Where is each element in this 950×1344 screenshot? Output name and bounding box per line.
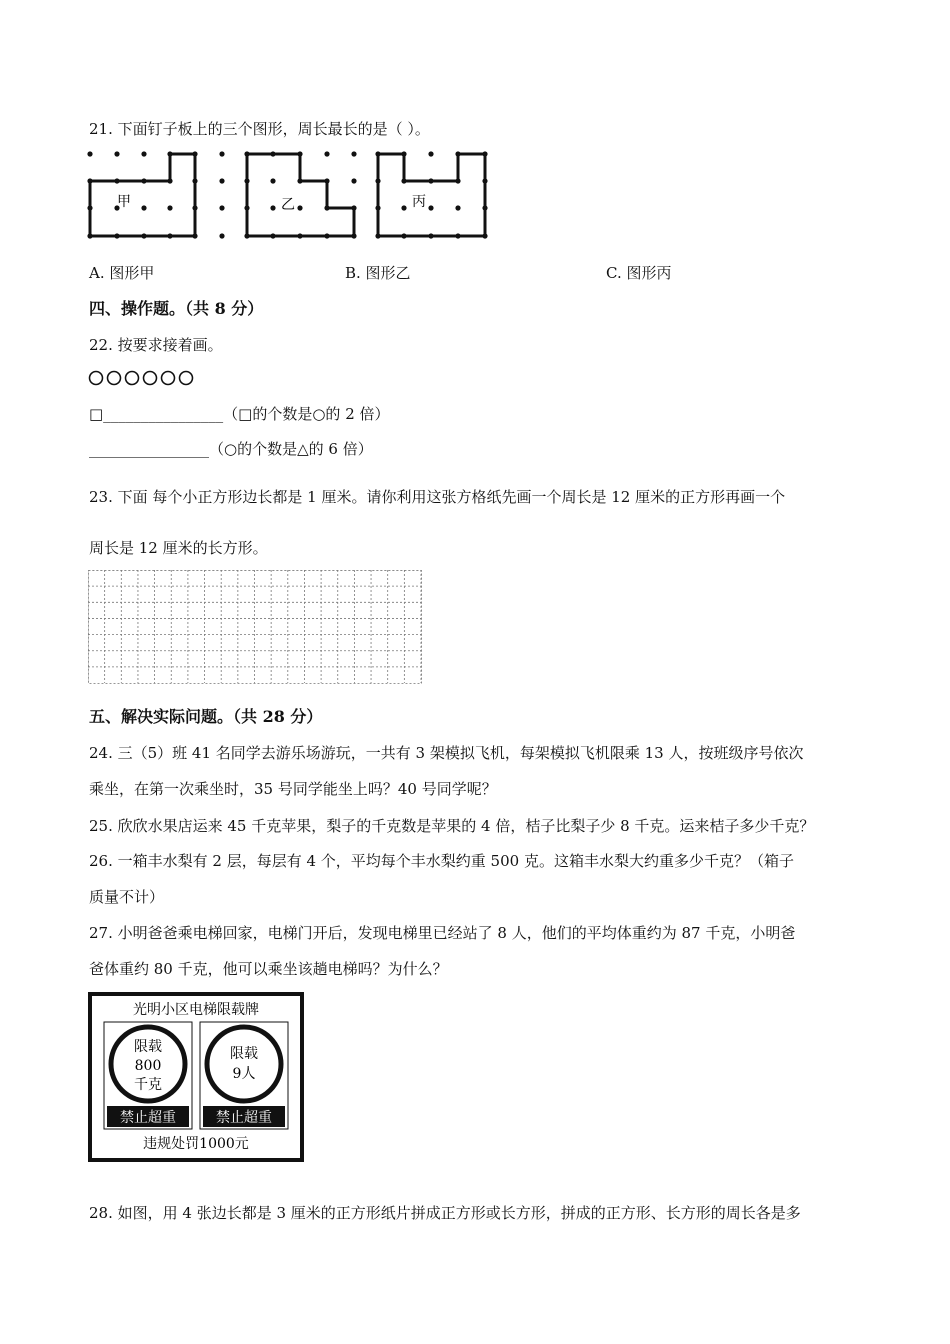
figure-jia-label: 甲: [117, 194, 131, 210]
peg-dot: [324, 151, 329, 156]
q22-circles: [88, 368, 208, 388]
sign-left-line3: 千克: [134, 1077, 162, 1093]
figure-yi-label: 乙: [281, 197, 295, 213]
drawn-circle: [126, 372, 139, 385]
peg-dot: [114, 151, 119, 156]
section4-title: 四、操作题。（共 8 分）: [89, 299, 264, 318]
elevator-load-sign: [88, 992, 304, 1162]
figure-bing-label: 丙: [412, 194, 426, 210]
peg-dot: [219, 233, 224, 238]
peg-dot: [141, 205, 146, 210]
peg-dot: [351, 178, 356, 183]
drawn-circle: [144, 372, 157, 385]
sign-title: 光明小区电梯限载牌: [133, 1002, 259, 1018]
q21-text: 21. 下面钉子板上的三个图形，周长最长的是（ ）。: [89, 120, 430, 138]
q27-line1: 27. 小明爸爸乘电梯回家，电梯门开后，发现电梯里已经站了 8 人，他们的平均体重约为 87 千克，小明爸: [89, 924, 796, 942]
peg-dot: [167, 205, 172, 210]
peg-dot: [219, 178, 224, 183]
peg-dot: [455, 205, 460, 210]
q23-text-line2: 周长是 12 厘米的长方形。: [89, 539, 268, 557]
peg-dot: [141, 151, 146, 156]
sign-left-line1: 限载: [134, 1039, 162, 1055]
q26-line2: 质量不计）: [89, 888, 165, 906]
figure-jia-outline: [90, 154, 195, 236]
q25-line1: 25. 欣欣水果店运来 45 千克苹果，梨子的千克数是苹果的 4 倍，桔子比梨子少 8 千克。运来桔子多少千克？: [89, 817, 815, 835]
section5-title: 五、解决实际问题。（共 28 分）: [89, 707, 323, 726]
q22-line2: ________________（○的个数是△的 6 倍）: [89, 440, 373, 458]
figure-yi-outline: [247, 154, 354, 236]
q22-text: 22. 按要求接着画。: [89, 336, 223, 354]
peg-dot: [428, 205, 433, 210]
sign-left-line2: 800: [134, 1058, 162, 1074]
pegboard-figures: [82, 146, 502, 246]
q21-option-b: B. 图形乙: [345, 264, 411, 282]
peg-dot: [401, 205, 406, 210]
q24-line2: 乘坐，在第一次乘坐时，35 号同学能坐上吗？40 号同学呢？: [89, 780, 497, 798]
sign-right-line2: 9人: [232, 1066, 256, 1082]
drawn-circle: [162, 372, 175, 385]
q28-line1: 28. 如图，用 4 张边长都是 3 厘米的正方形纸片拼成正方形或长方形，拼成的正方形、长方形的周长各是多: [89, 1204, 801, 1222]
drawn-circle: [90, 372, 103, 385]
sign-right-line1: 限载: [230, 1046, 258, 1062]
peg-dot: [270, 205, 275, 210]
drawn-circle: [180, 372, 193, 385]
peg-dot: [219, 151, 224, 156]
sign-right-banner-text: 禁止超重: [216, 1110, 272, 1126]
q22-line1: □________________（□的个数是○的 2 倍）: [89, 405, 390, 423]
q24-line1: 24. 三（5）班 41 名同学去游乐场游玩，一共有 3 架模拟飞机，每架模拟飞机限乘 13 人，按班级序号依次: [89, 744, 804, 762]
q26-line1: 26. 一箱丰水梨有 2 层，每层有 4 个，平均每个丰水梨约重 500 克。这箱丰水梨大约重多少千克？（箱子: [89, 852, 794, 870]
peg-dot: [428, 151, 433, 156]
peg-dot: [87, 151, 92, 156]
peg-dot: [351, 151, 356, 156]
q21-option-a: A. 图形甲: [89, 264, 155, 282]
peg-dot: [297, 205, 302, 210]
peg-dot: [270, 178, 275, 183]
sign-footer: 违规处罚1000元: [143, 1136, 249, 1152]
peg-dot: [219, 205, 224, 210]
q27-line2: 爸体重约 80 千克，他可以乘坐该趟电梯吗？为什么？: [89, 960, 448, 978]
grid-paper: [88, 570, 424, 686]
q21-option-c: C. 图形丙: [606, 264, 672, 282]
sign-left-banner-text: 禁止超重: [120, 1110, 176, 1126]
q23-text-line1: 23. 下面 每个小正方形边长都是 1 厘米。请你利用这张方格纸先画一个周长是 12 厘米的正方形再画一个: [89, 488, 786, 506]
drawn-circle: [108, 372, 121, 385]
figure-bing-outline: [378, 154, 485, 236]
